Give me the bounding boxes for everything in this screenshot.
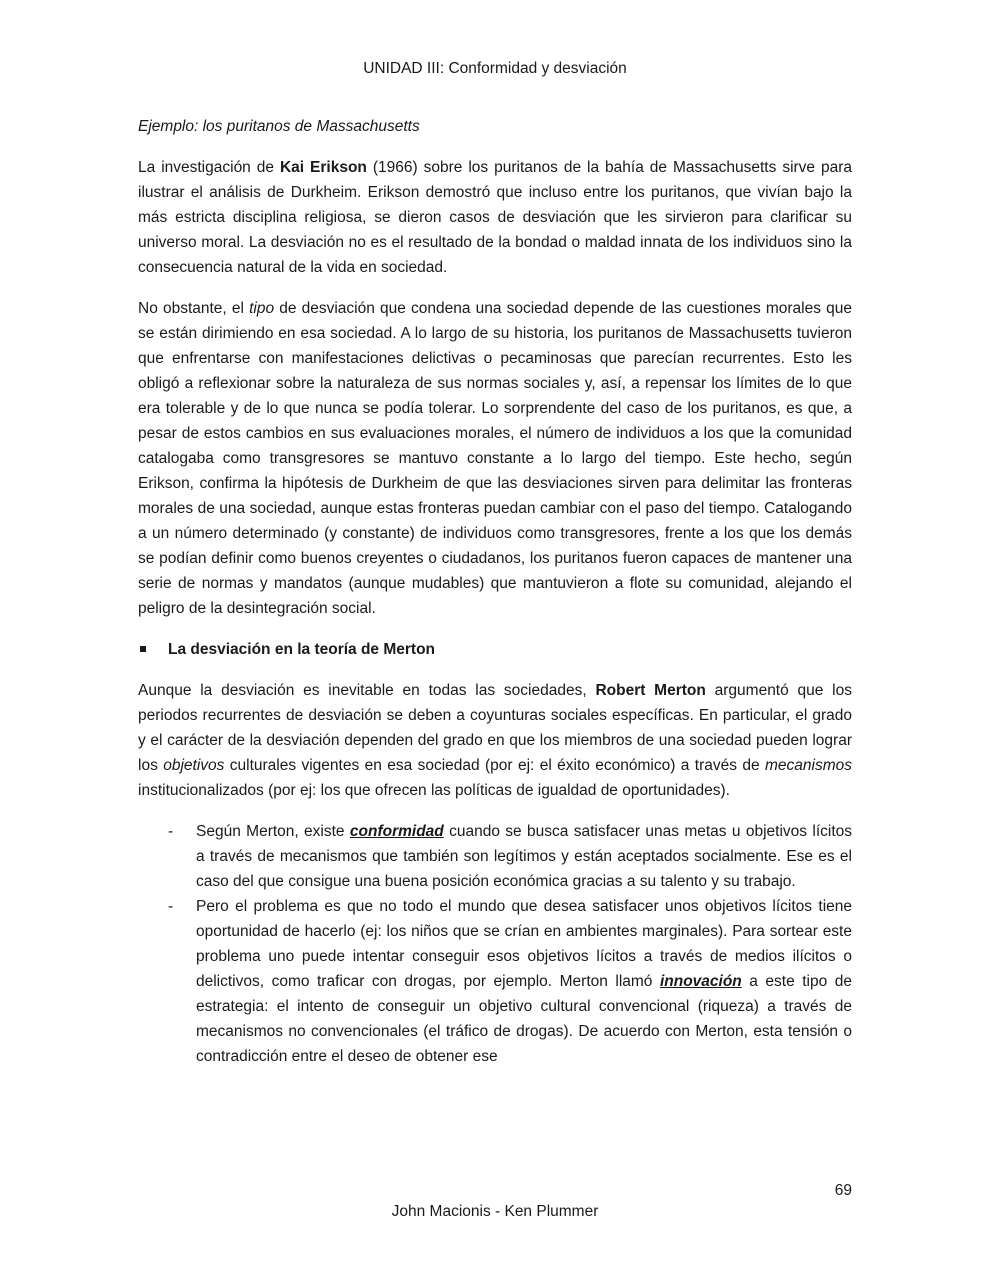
running-footer: John Macionis - Ken Plummer — [391, 1203, 599, 1220]
paragraph-text: argumentó que los periodos recurrentes de desviación se deben a coyunturas sociales específicas. En particular, el grado y el carácter de la desviación dependen del grado en que los miembros de una sociedad pueden lograr los — [138, 682, 852, 774]
paragraph-merton — [138, 678, 852, 803]
italic-word-tipo: tipo — [249, 300, 275, 317]
paragraph-text: No obstante, el — [138, 300, 250, 317]
section-heading — [138, 637, 852, 662]
bold-name-robert-merton: Robert Merton — [595, 682, 706, 699]
list-item — [138, 819, 852, 894]
bold-name-kai-erikson: Kai Erikson — [279, 159, 367, 176]
paragraph-text: de desviación que condena una sociedad depende de las cuestiones morales que se están dirimiendo en esa sociedad. A lo largo de su historia, los puritanos de Massachusetts tuvieron que enfrentarse con manifestaciones delictivas o pecaminosas que parecían recurrentes. Esto les obligó a reflexionar sobre la naturaleza de sus normas sociales y, así, a repensar los límites de lo que era tolerable y de lo que nunca se podía tolerar. Lo sorprendente del caso de los puritanos, es que, a pesar de estos cambios en sus evaluaciones morales, el número de individuos a los que la comunidad catalogaba como transgresores se mantuvo constante a lo largo del tiempo. Este hecho, según Erikson, confirma la hipótesis de Durkheim de que las desviaciones sirven para delimitar las fronteras morales de una sociedad, aunque estas fronteras puedan cambiar con el paso del tiempo. Catalogando a un número determinado (y constante) de individuos como transgresores, frente a los que los demás se podían definir como buenos creyentes o ciudadanos, los puritanos fueron capaces de mantener una serie de normas y mandatos (aunque mudables) que mantuvieron a flote su comunidad, alejando el peligro de la desintegración social. — [138, 300, 852, 617]
example-title: Ejemplo: los puritanos de Massachusetts — [138, 118, 420, 135]
list-item-text: Pero el problema es que no todo el mundo que desea satisfacer unos objetivos lícitos tiene oportunidad de hacerlo (ej: los niños que se crían en ambientes marginales). Para sortear este problema uno puede intentar conseguir esos objetivos lícitos a través de medios ilícitos o delictivos, como traficar con drogas, por ejemplo. Merton llamó — [196, 898, 852, 990]
paragraph-erikson — [138, 155, 852, 280]
list-item-text: a este tipo de estrategia: el intento de conseguir un objetivo cultural convencional (riqueza) a través de mecanismos no convencionales (el tráfico de drogas). De acuerdo con Merton, esta tensión o contradicción entre el deseo de obtener ese — [196, 973, 853, 1065]
paragraph-text: institucionalizados (por ej: los que ofrecen las políticas de igualdad de oportunidades). — [138, 782, 730, 799]
italic-word-mecanismos: mecanismos — [765, 757, 853, 774]
page-number: 69 — [834, 1182, 852, 1199]
running-header: UNIDAD III: Conformidad y desviación — [363, 60, 627, 77]
paragraph-text: culturales vigentes en esa sociedad (por ej: el éxito económico) a través de — [224, 757, 766, 774]
paragraph-text: La investigación de — [138, 159, 280, 176]
section-heading-text: La desviación en la teoría de Merton — [168, 641, 436, 658]
paragraph-text: Aunque la desviación es inevitable en todas las sociedades, — [138, 682, 596, 699]
italic-word-objetivos: objetivos — [163, 757, 225, 774]
paragraph-text: (1966) sobre los puritanos de la bahía de Massachusetts sirve para ilustrar el análisis de Durkheim. Erikson demostró que incluso entre los puritanos, que vivían bajo la más estricta disciplina religiosa, se dieron casos de desviación que les sirvieron para clarificar su universo moral. La desviación no es el resultado de la bondad o maldad innata de los individuos sino la consecuencia natural de la vida en sociedad. — [138, 159, 853, 276]
list-item-text: cuando se busca satisfacer unas metas u objetivos lícitos a través de mecanismos que también son legítimos y están aceptados socialmente. Ese es el caso del que consigue una buena posición económica gracias a su talento y su trabajo. — [196, 823, 852, 890]
paragraph-puritanos — [138, 296, 852, 621]
dash-bullet: - — [168, 898, 174, 915]
term-conformidad: conformidad — [349, 823, 444, 840]
list-item — [138, 894, 852, 1069]
square-bullet-icon — [140, 646, 146, 652]
dash-list — [138, 819, 852, 1069]
term-innovacion: innovación — [659, 973, 742, 990]
dash-bullet: - — [168, 823, 174, 840]
page-body — [138, 114, 852, 1069]
list-item-text: Según Merton, existe — [196, 823, 350, 840]
